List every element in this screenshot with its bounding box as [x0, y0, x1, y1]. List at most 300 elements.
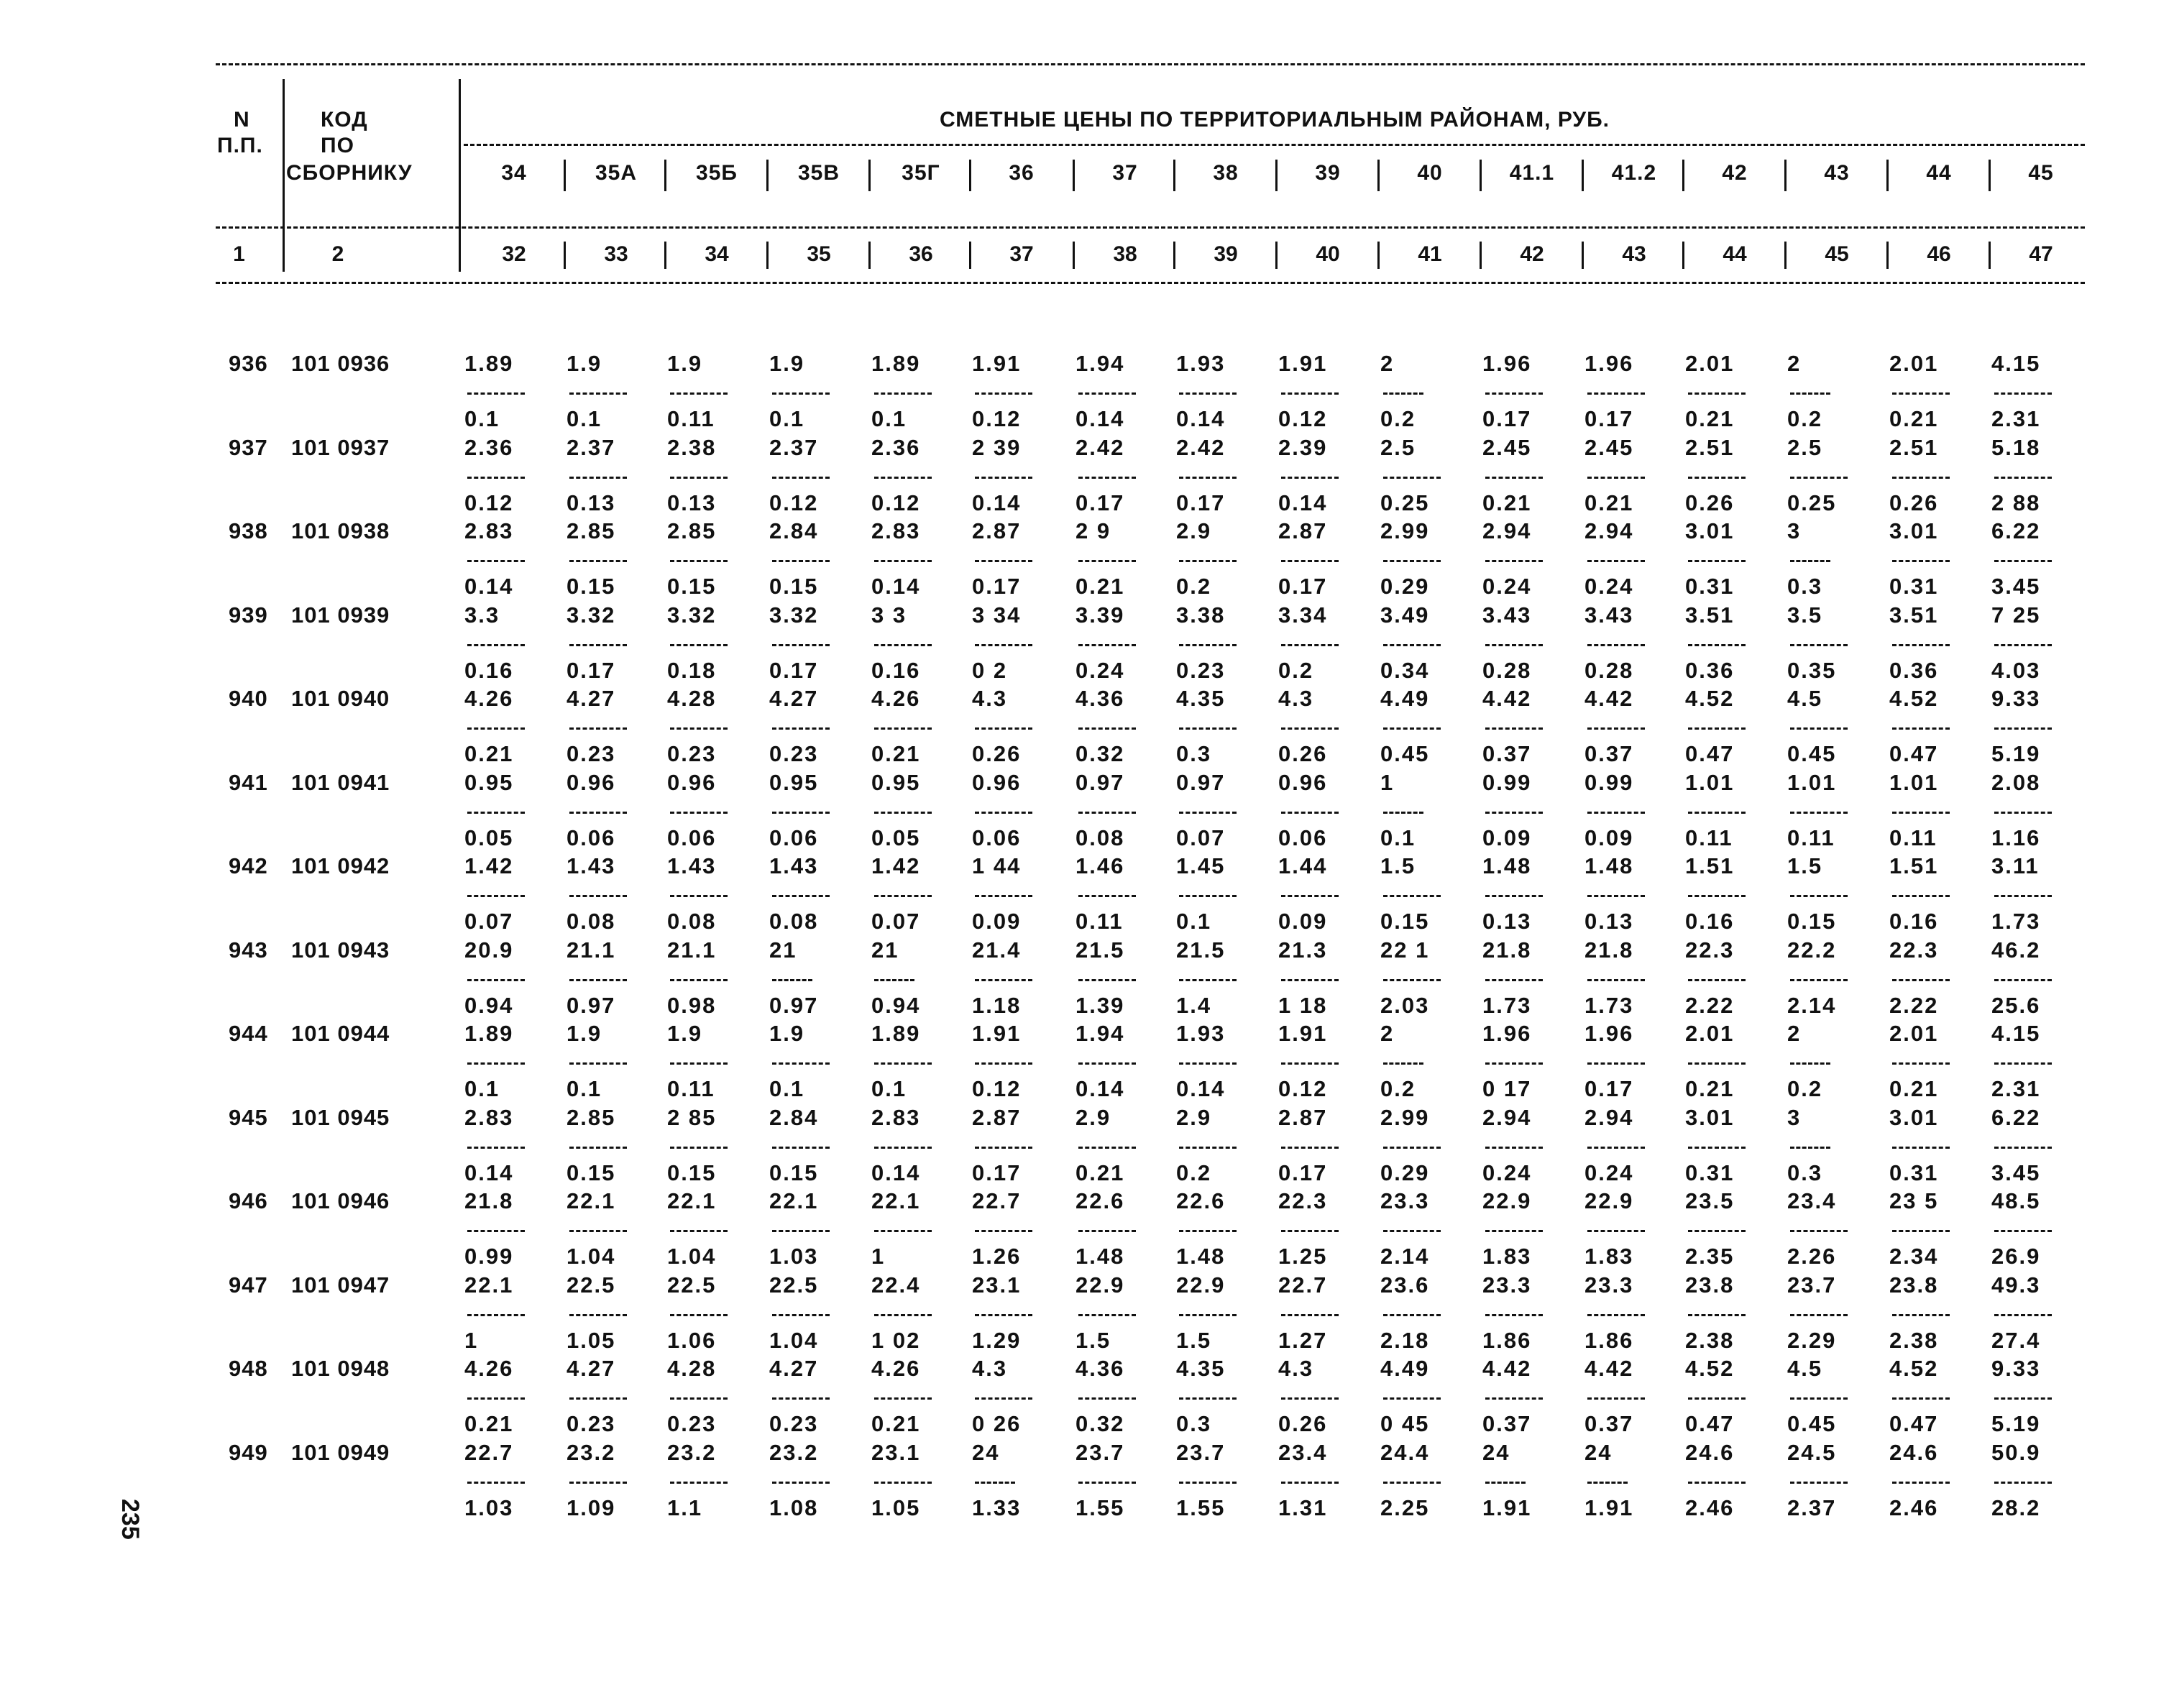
price-value: 23.3: [1584, 1272, 1634, 1298]
price-value: 0.3: [1787, 574, 1823, 599]
fraction-line: [1383, 1147, 1441, 1149]
fraction-line: [1688, 477, 1746, 479]
price-value: 2.37: [769, 434, 819, 460]
price-value: 0.07: [464, 909, 514, 934]
fraction-line: [1383, 979, 1441, 981]
fraction-line: [1078, 1230, 1136, 1232]
row-code: 101 0937: [291, 434, 390, 460]
price-value: 0.16: [464, 657, 514, 683]
district-header: 37: [1112, 161, 1138, 185]
fraction-line: [975, 727, 1032, 730]
price-value: 0.96: [567, 769, 616, 795]
fraction-line: [1994, 1397, 2052, 1400]
price-value: 1.39: [1075, 992, 1125, 1018]
price-value: 22.9: [1176, 1272, 1226, 1298]
price-value: 49.3: [1991, 1272, 2041, 1298]
fraction-line: [1485, 477, 1543, 479]
price-value: 0.05: [464, 825, 514, 850]
fraction-line: [569, 477, 627, 479]
price-value: 3.39: [1075, 602, 1125, 628]
price-value: 2.14: [1380, 1244, 1430, 1269]
price-value: 1.48: [1075, 1244, 1125, 1269]
price-value: 22.9: [1584, 1188, 1634, 1213]
price-value: 1.01: [1787, 769, 1837, 795]
price-value: 2.14: [1787, 992, 1837, 1018]
price-value: 0.14: [972, 490, 1022, 515]
price-value: 22.1: [567, 1188, 616, 1213]
price-value: 2.94: [1584, 1104, 1634, 1130]
price-value: 2.25: [1380, 1494, 1430, 1520]
price-value: 1.03: [464, 1494, 514, 1520]
fraction-line: [1383, 1397, 1441, 1400]
fraction-line: [975, 895, 1032, 897]
price-value: 4.52: [1889, 1356, 1939, 1381]
price-value: 0.17: [769, 657, 819, 683]
price-value: 1.96: [1584, 1021, 1634, 1046]
price-value: 1.89: [464, 351, 514, 376]
fraction-line: [1892, 727, 1950, 730]
price-value: 3.38: [1176, 602, 1226, 628]
fraction-line: [1688, 644, 1746, 646]
row-number: 938: [229, 518, 268, 543]
price-value: 0.36: [1685, 657, 1735, 683]
price-value: 2.22: [1889, 992, 1939, 1018]
price-value: 1.9: [667, 351, 703, 376]
price-value: 22.7: [464, 1439, 514, 1465]
price-value: 2: [1787, 1021, 1802, 1046]
fraction-line: [467, 812, 525, 814]
price-value: 0.24: [1482, 574, 1532, 599]
price-value: 26.9: [1991, 1244, 2041, 1269]
index-cell: 43: [1622, 242, 1646, 266]
price-value: 0.1: [464, 406, 500, 431]
header-rule: [216, 63, 2085, 65]
price-value: 0.17: [1584, 406, 1634, 431]
fraction-line: [1994, 979, 2052, 981]
price-value: 0.3: [1787, 1160, 1823, 1185]
price-value: 3.43: [1482, 602, 1532, 628]
price-value: 0.26: [972, 741, 1022, 766]
price-value: 28.2: [1991, 1494, 2041, 1520]
price-value: 3.01: [1685, 518, 1735, 543]
fraction-line: [975, 1397, 1032, 1400]
price-value: 3.5: [1787, 602, 1823, 628]
header-rule: [464, 144, 2085, 146]
row-code: 101 0939: [291, 602, 390, 628]
price-value: 0.14: [1075, 1076, 1125, 1101]
price-value: 2.87: [972, 1104, 1022, 1130]
price-value: 1.16: [1991, 825, 2041, 850]
price-value: 0.37: [1482, 1411, 1532, 1436]
price-value: 0.13: [1584, 909, 1634, 934]
price-value: 22.5: [769, 1272, 819, 1298]
price-value: 2.85: [567, 1104, 616, 1130]
price-value: 0.11: [667, 406, 715, 431]
fraction-line: [1688, 560, 1746, 562]
price-value: 2.18: [1380, 1327, 1430, 1353]
price-value: 21.4: [972, 937, 1022, 963]
price-value: 1.45: [1176, 853, 1226, 878]
fraction-line: [874, 1147, 932, 1149]
fraction-line: [1994, 1482, 2052, 1484]
row-number: 936: [229, 351, 268, 376]
price-value: 2.84: [769, 1104, 819, 1130]
row-number: 945: [229, 1104, 268, 1130]
fraction-line: [1281, 477, 1339, 479]
col-code-label: ПО: [321, 134, 354, 157]
price-value: 1.43: [567, 853, 616, 878]
header-divider: [1377, 242, 1380, 269]
price-value: 1.03: [769, 1244, 819, 1269]
price-value: 21.1: [667, 937, 717, 963]
price-value: 22.1: [667, 1188, 717, 1213]
fraction-line: [1892, 895, 1950, 897]
fraction-line: [569, 979, 627, 981]
price-value: 2.46: [1685, 1494, 1735, 1520]
price-value: 1.93: [1176, 351, 1226, 376]
price-value: 0.21: [1075, 574, 1125, 599]
index-cell: 40: [1316, 242, 1340, 266]
price-value: 0 45: [1380, 1411, 1430, 1436]
price-value: 0.32: [1075, 1411, 1125, 1436]
fraction-line: [670, 392, 728, 395]
price-value: 22.3: [1685, 937, 1735, 963]
price-value: 4.03: [1991, 657, 2041, 683]
price-value: 2.99: [1380, 1104, 1430, 1130]
district-header: 35В: [797, 161, 840, 185]
index-cell: 38: [1113, 242, 1137, 266]
price-value: 5.18: [1991, 434, 2041, 460]
col-code-label: КОД: [321, 108, 368, 132]
price-value: 21.3: [1278, 937, 1328, 963]
row-number: 940: [229, 686, 268, 711]
fraction-line: [975, 560, 1032, 562]
price-value: 1.5: [1787, 853, 1823, 878]
header-divider: [1480, 242, 1482, 269]
price-value: 2.87: [1278, 518, 1328, 543]
price-value: 0.97: [1176, 769, 1226, 795]
fraction-line: [467, 1147, 525, 1149]
price-value: 3: [1787, 1104, 1802, 1130]
price-value: 2.51: [1685, 434, 1735, 460]
price-value: 0.99: [464, 1244, 514, 1269]
fraction-line: [1892, 1482, 1950, 1484]
header-divider: [1073, 160, 1075, 191]
price-value: 1.5: [1380, 853, 1416, 878]
price-value: 48.5: [1991, 1188, 2041, 1213]
fraction-line: [1281, 560, 1339, 562]
price-value: 21: [769, 937, 797, 963]
price-value: 4.52: [1685, 686, 1735, 711]
price-value: 21: [871, 937, 899, 963]
fraction-line: [1892, 477, 1950, 479]
price-value: 0.1: [1176, 909, 1212, 934]
price-value: 2.45: [1482, 434, 1532, 460]
price-value: 0.97: [769, 992, 819, 1018]
fraction-line: [1281, 1230, 1339, 1232]
price-value: 1: [464, 1327, 479, 1353]
price-value: 0.24: [1584, 1160, 1634, 1185]
price-value: 0.31: [1889, 1160, 1939, 1185]
price-value: 2.85: [567, 518, 616, 543]
fraction-line: [1892, 979, 1950, 981]
price-value: 0.47: [1889, 741, 1939, 766]
price-value: 1.01: [1685, 769, 1735, 795]
price-value: 0.45: [1787, 1411, 1837, 1436]
fraction-line: [1485, 812, 1543, 814]
price-value: 1 02: [871, 1327, 921, 1353]
fraction-line: [1078, 812, 1136, 814]
fraction-line: [1587, 392, 1645, 395]
price-value: 0.23: [567, 1411, 616, 1436]
price-value: 2.85: [667, 518, 717, 543]
price-value: 1.91: [1584, 1494, 1634, 1520]
price-value: 3.32: [667, 602, 717, 628]
fraction-line: [772, 477, 830, 479]
fraction-line: [1688, 812, 1746, 814]
price-value: 46.2: [1991, 937, 2041, 963]
price-value: 3.49: [1380, 602, 1430, 628]
price-value: 0.15: [667, 574, 717, 599]
price-value: 1.48: [1482, 853, 1532, 878]
price-value: 23.6: [1380, 1272, 1430, 1298]
price-value: 2.9: [1176, 518, 1212, 543]
price-value: 0.21: [1584, 490, 1634, 515]
index-cell: 36: [909, 242, 933, 266]
price-value: 3.51: [1889, 602, 1939, 628]
price-value: 0.95: [871, 769, 921, 795]
price-value: 2.01: [1685, 1021, 1735, 1046]
price-value: 3.45: [1991, 574, 2041, 599]
row-code: 101 0944: [291, 1021, 390, 1046]
price-value: 0.96: [667, 769, 717, 795]
price-value: 4.3: [1278, 686, 1314, 711]
price-value: 2.31: [1991, 1076, 2041, 1101]
header-divider: [564, 242, 566, 269]
district-header: 39: [1315, 161, 1341, 185]
fraction-line: [1281, 392, 1339, 395]
col-number-label: N: [234, 108, 250, 132]
fraction-line: [670, 1314, 728, 1316]
fraction-line: [1179, 1482, 1237, 1484]
price-value: 0.94: [871, 992, 921, 1018]
price-value: 0.16: [871, 657, 921, 683]
price-value: 24: [972, 1439, 1000, 1465]
header-divider: [1377, 160, 1380, 191]
price-value: 1.96: [1482, 351, 1532, 376]
price-value: 0.2: [1380, 406, 1416, 431]
fraction-line: [1790, 1482, 1848, 1484]
price-value: 1.55: [1075, 1494, 1125, 1520]
index-cell: 37: [1009, 242, 1034, 266]
fraction-line: [772, 979, 812, 981]
price-value: 0.15: [567, 1160, 616, 1185]
price-value: 1.04: [769, 1327, 819, 1353]
header-divider: [1275, 242, 1278, 269]
price-value: 0.07: [1176, 825, 1226, 850]
price-value: 23.4: [1787, 1188, 1837, 1213]
price-value: 0.23: [769, 741, 819, 766]
fraction-line: [975, 812, 1032, 814]
price-value: 0.95: [769, 769, 819, 795]
fraction-line: [1587, 560, 1645, 562]
fraction-line: [569, 1482, 627, 1484]
fraction-line: [1179, 727, 1237, 730]
fraction-line: [1485, 979, 1543, 981]
fraction-line: [772, 392, 830, 395]
fraction-line: [975, 1147, 1032, 1149]
district-header: 42: [1722, 161, 1748, 185]
price-value: 0.21: [1482, 490, 1532, 515]
price-value: 0.21: [1889, 1076, 1939, 1101]
price-value: 4.27: [769, 686, 819, 711]
price-value: 4.26: [871, 686, 921, 711]
fraction-line: [1078, 1314, 1136, 1316]
fraction-line: [670, 1397, 728, 1400]
price-value: 21.5: [1075, 937, 1125, 963]
fraction-line: [1383, 560, 1441, 562]
price-value: 22.4: [871, 1272, 921, 1298]
price-value: 4.3: [972, 1356, 1008, 1381]
fraction-line: [569, 1230, 627, 1232]
price-value: 0.98: [667, 992, 717, 1018]
fraction-line: [874, 644, 932, 646]
price-value: 23.3: [1380, 1188, 1430, 1213]
fraction-line: [467, 1397, 525, 1400]
price-value: 3.51: [1685, 602, 1735, 628]
price-value: 1.9: [769, 351, 805, 376]
row-code: 101 0943: [291, 937, 390, 963]
price-value: 0.3: [1176, 1411, 1212, 1436]
price-value: 0.13: [567, 490, 616, 515]
price-value: 1.44: [1278, 853, 1328, 878]
row-code: 101 0941: [291, 769, 390, 795]
price-value: 9.33: [1991, 1356, 2041, 1381]
fraction-line: [1281, 1147, 1339, 1149]
row-code: 101 0940: [291, 686, 390, 711]
price-value: 0 2: [972, 657, 1008, 683]
price-value: 22.1: [871, 1188, 921, 1213]
header-divider: [1989, 242, 1991, 269]
fraction-line: [772, 644, 830, 646]
fraction-line: [1587, 644, 1645, 646]
price-value: 0.2: [1278, 657, 1314, 683]
fraction-line: [1485, 895, 1543, 897]
fraction-line: [1281, 979, 1339, 981]
fraction-line: [1790, 477, 1848, 479]
fraction-line: [467, 560, 525, 562]
index-cell: 42: [1520, 242, 1544, 266]
row-code: 101 0938: [291, 518, 390, 543]
district-header: 38: [1213, 161, 1239, 185]
price-value: 21.8: [1482, 937, 1532, 963]
price-value: 2.83: [464, 518, 514, 543]
fraction-line: [467, 477, 525, 479]
fraction-line: [1688, 979, 1746, 981]
district-header: 43: [1824, 161, 1850, 185]
price-value: 1.96: [1482, 1021, 1532, 1046]
fraction-line: [1281, 644, 1339, 646]
price-value: 0.17: [972, 574, 1022, 599]
price-value: 4.35: [1176, 1356, 1226, 1381]
price-value: 0.31: [1685, 1160, 1735, 1185]
price-value: 0.15: [1380, 909, 1430, 934]
price-value: 0.17: [1584, 1076, 1634, 1101]
price-value: 0 17: [1482, 1076, 1532, 1101]
header-divider: [868, 242, 871, 269]
row-number: 947: [229, 1272, 268, 1298]
price-value: 1.48: [1176, 1244, 1226, 1269]
price-value: 1.91: [1278, 1021, 1328, 1046]
fraction-line: [670, 560, 728, 562]
fraction-line: [1790, 392, 1830, 395]
col-code-label: СБОРНИКУ: [286, 161, 413, 185]
price-value: 0.11: [1889, 825, 1937, 850]
district-header: 45: [2028, 161, 2054, 185]
fraction-line: [1587, 812, 1645, 814]
fraction-line: [670, 644, 728, 646]
fraction-line: [874, 895, 932, 897]
price-value: 0.1: [464, 1076, 500, 1101]
price-value: 0.21: [1889, 406, 1939, 431]
price-value: 0.25: [1787, 490, 1837, 515]
price-value: 3.3: [464, 602, 500, 628]
fraction-line: [772, 560, 830, 562]
price-value: 3.43: [1584, 602, 1634, 628]
price-value: 2.01: [1889, 351, 1939, 376]
price-value: 0.26: [1278, 741, 1328, 766]
fraction-line: [772, 1314, 830, 1316]
fraction-line: [1078, 895, 1136, 897]
price-value: 2.34: [1889, 1244, 1939, 1269]
price-value: 22 1: [1380, 937, 1430, 963]
price-value: 22.6: [1176, 1188, 1226, 1213]
fraction-line: [569, 1147, 627, 1149]
price-value: 24.6: [1685, 1439, 1735, 1465]
header-divider: [766, 242, 769, 269]
price-value: 23.8: [1889, 1272, 1939, 1298]
price-value: 0.47: [1685, 1411, 1735, 1436]
price-value: 3.01: [1889, 1104, 1939, 1130]
fraction-line: [1281, 1482, 1339, 1484]
price-value: 2.03: [1380, 992, 1430, 1018]
fraction-line: [1994, 392, 2052, 395]
fraction-line: [1179, 979, 1237, 981]
fraction-line: [1179, 1062, 1237, 1065]
fraction-line: [975, 1062, 1032, 1065]
price-value: 0.25: [1380, 490, 1430, 515]
price-value: 2.01: [1889, 1021, 1939, 1046]
index-cell: 2: [331, 242, 344, 266]
fraction-line: [467, 1314, 525, 1316]
price-value: 1.5: [1176, 1327, 1212, 1353]
price-value: 20.9: [464, 937, 514, 963]
price-value: 0.15: [769, 1160, 819, 1185]
price-value: 2.84: [769, 518, 819, 543]
price-value: 1.01: [1889, 769, 1939, 795]
fraction-line: [874, 1062, 932, 1065]
price-value: 2.5: [1787, 434, 1823, 460]
price-value: 0.14: [464, 1160, 514, 1185]
fraction-line: [1179, 644, 1237, 646]
price-value: 1.91: [972, 351, 1022, 376]
fraction-line: [975, 477, 1032, 479]
row-number: 949: [229, 1439, 268, 1465]
price-value: 0.47: [1685, 741, 1735, 766]
fraction-line: [772, 1147, 830, 1149]
fraction-line: [569, 895, 627, 897]
fraction-line: [1078, 979, 1136, 981]
